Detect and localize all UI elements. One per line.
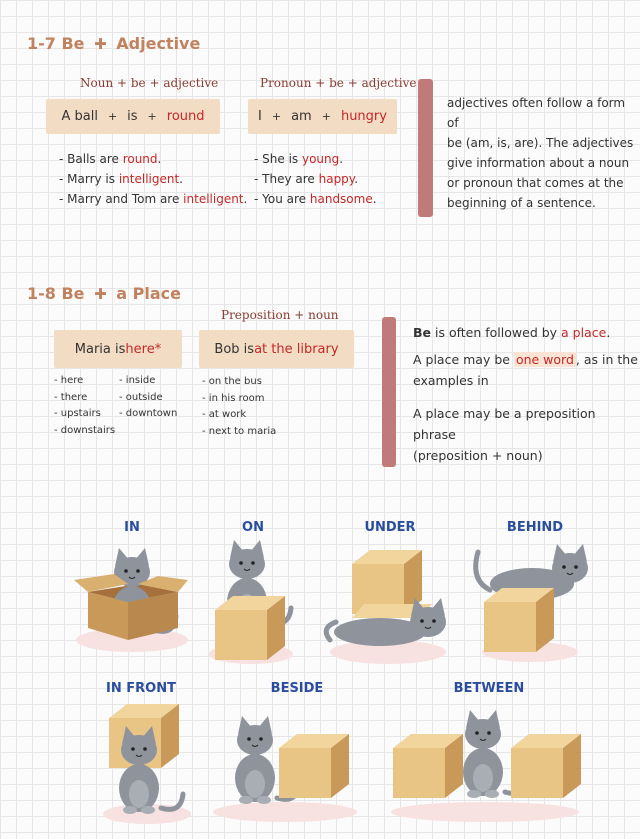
illustration-behind: [470, 540, 610, 665]
note-line: adjectives often follow a form of: [447, 96, 626, 130]
note-line: Be is often followed by a place.: [413, 325, 611, 340]
note-line: or pronoun that comes at the: [447, 176, 624, 190]
formula-label-noun: Noun + be + adjective: [80, 76, 219, 90]
example-box-one-word: Maria is here*: [54, 330, 182, 368]
list-item: - here: [54, 375, 84, 386]
list-item: - upstairs: [54, 408, 101, 419]
illustration-in-front: [95, 700, 205, 825]
illustration-between: [385, 700, 590, 825]
note-line: beginning of a sentence.: [447, 196, 596, 210]
section-1-7-title: [27, 34, 200, 53]
formula-part-adjective: round: [166, 109, 205, 124]
list-item: - outside: [119, 391, 163, 403]
list-item: - on the bus: [202, 376, 262, 387]
examples-pronoun: [254, 149, 377, 209]
illustration-under: [320, 548, 455, 668]
list-item: - in his room: [202, 392, 265, 404]
label-under: UNDER: [364, 520, 416, 535]
plus-icon: ✚: [94, 285, 107, 303]
example-line: - Marry and Tom are intelligent.: [59, 192, 248, 206]
title-topic: a Place: [116, 284, 181, 303]
example-box-preposition: Bob is at the library: [199, 330, 354, 368]
formula-part-adjective: hungry: [340, 109, 387, 124]
formula-part: am: [291, 109, 312, 124]
label-in: IN: [124, 520, 140, 535]
section-number: 1-7: [27, 34, 56, 53]
preposition-list: [202, 374, 276, 440]
formula-label-preposition: Preposition + noun: [221, 308, 339, 322]
label-on: ON: [242, 520, 264, 535]
note-section-1-8: [413, 322, 639, 466]
one-word-list-1: [54, 373, 115, 439]
divider-bar: [382, 317, 396, 467]
label-behind: BEHIND: [506, 520, 564, 535]
plus-icon: ✚: [94, 35, 107, 53]
formula-box-pronoun: [248, 99, 397, 134]
title-topic: Adjective: [116, 34, 201, 53]
note-line: examples in: [413, 373, 489, 388]
example-line: - She is young.: [254, 152, 344, 166]
list-item: - inside: [119, 375, 156, 386]
list-item: - there: [54, 391, 88, 403]
plus-sign: +: [107, 110, 118, 123]
title-be: Be: [61, 34, 85, 53]
label-between: BETWEEN: [453, 681, 525, 696]
example-line: - You are handsome.: [254, 192, 377, 206]
illustration-beside: [205, 700, 365, 825]
list-item: - downstairs: [54, 424, 116, 436]
section-1-8-title: [27, 284, 181, 303]
plus-sign: +: [321, 110, 331, 123]
formula-part: A ball: [61, 109, 98, 124]
example-line: - Balls are round.: [59, 152, 162, 166]
illustration-in: [70, 540, 200, 655]
label-in-front: IN FRONT: [106, 681, 176, 696]
plus-sign: +: [147, 110, 157, 123]
section-number: 1-8: [27, 284, 56, 303]
note-section-1-7: [447, 93, 640, 213]
examples-noun: [59, 149, 247, 209]
example-line: - They are happy.: [254, 172, 359, 186]
formula-box-noun: [46, 99, 220, 134]
note-line: be (am, is, are). The adjectives: [447, 136, 634, 150]
one-word-list-2: [119, 373, 177, 423]
formula-part: is: [127, 109, 138, 124]
note-line: give information about a noun: [447, 156, 630, 170]
formula-label-pronoun: Pronoun + be + adjective: [260, 76, 417, 90]
note-line: (preposition + noun): [413, 448, 543, 463]
list-item: - at work: [202, 409, 247, 420]
note-line: A place may be one word , as in the: [413, 352, 638, 367]
list-item: - downtown: [119, 408, 178, 419]
note-line: A place may be a preposition phrase: [413, 406, 596, 442]
list-item: - next to maria: [202, 425, 277, 437]
plus-sign: +: [271, 110, 282, 123]
example-line: - Marry is intelligent.: [59, 172, 183, 186]
label-beside: BESIDE: [270, 681, 324, 696]
illustration-on: [205, 540, 295, 665]
divider-bar: [418, 79, 433, 217]
title-be: Be: [61, 284, 85, 303]
formula-part: I: [258, 109, 262, 124]
